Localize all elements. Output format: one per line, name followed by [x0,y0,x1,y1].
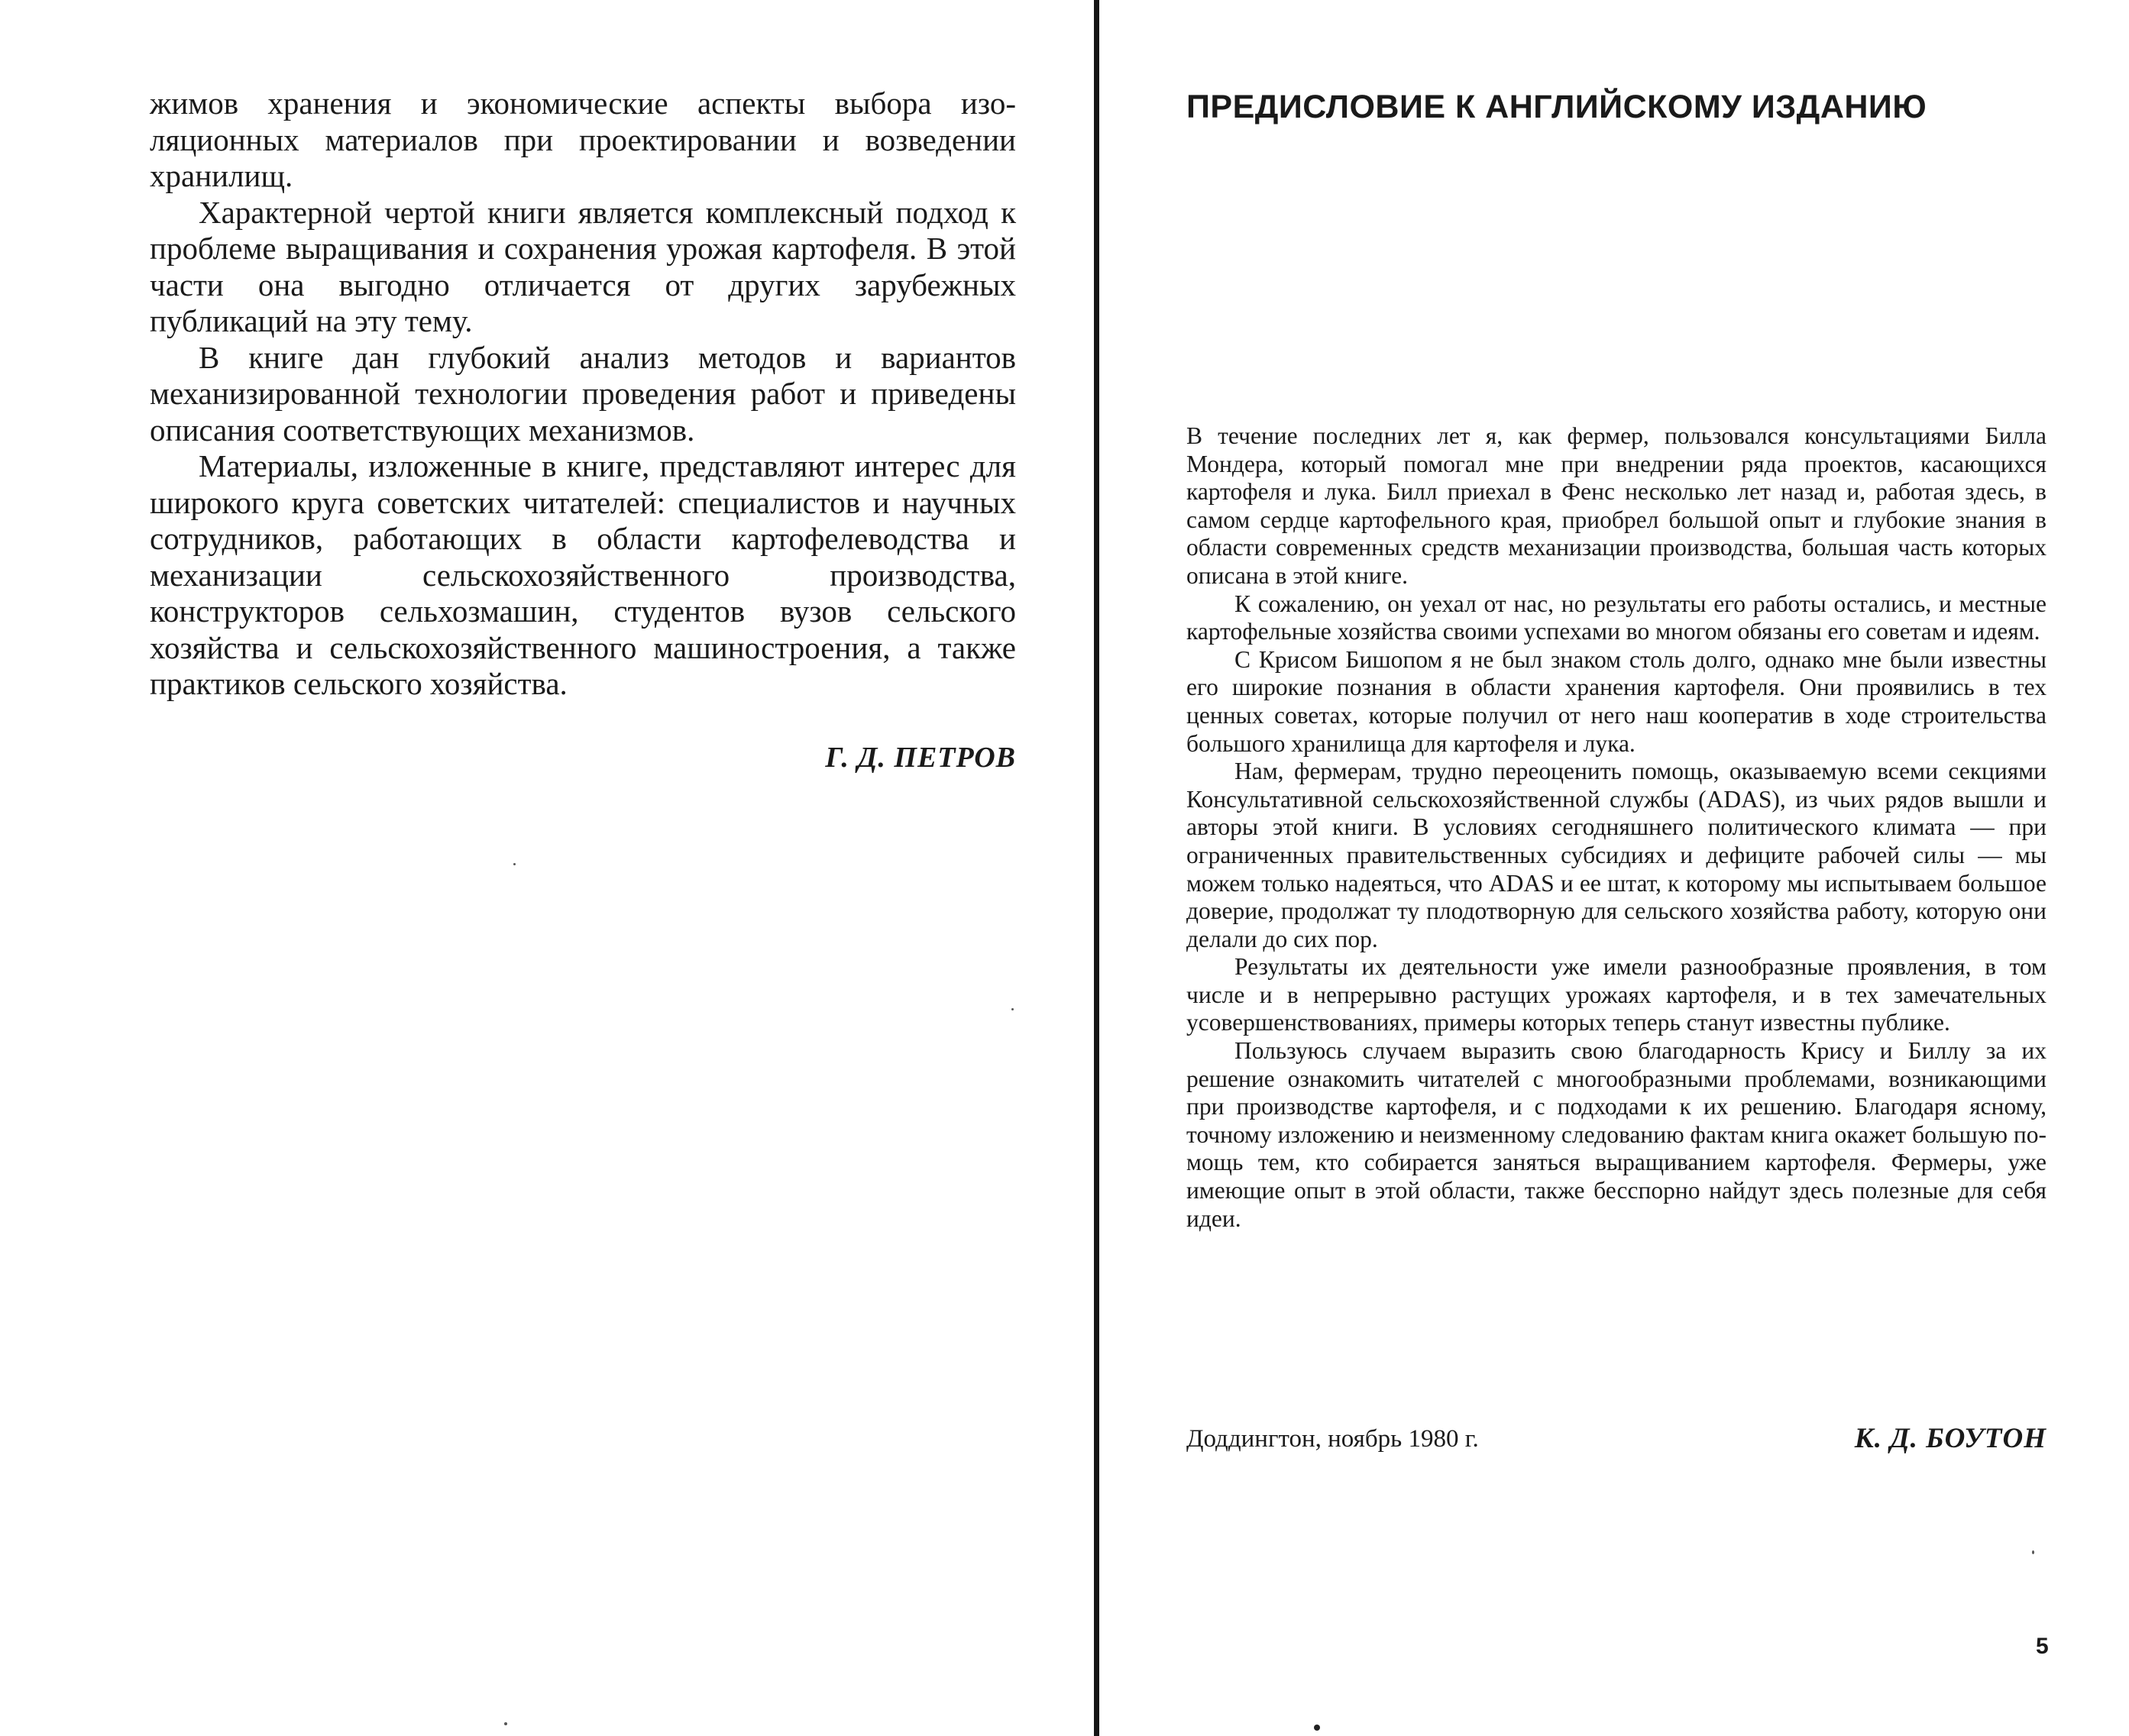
preface-footer [1186,1421,2046,1457]
left-paragraph-2: Характерной чертой книги является комплексный подход к проблеме выращивания и сохранения урожая картофеля. В этой части она выгодно отличается от других зарубежных публикаций на эту тему. [150,194,1016,338]
page-number: 5 [2036,1634,2049,1659]
right-paragraph-6: Пользуюсь случаем выразить свою благодарность Крису и Биллу за их решение ознакомить читателей с многообразными проблемами, возникающими при производстве картофеля, и с подходами к их решению. Благодаря ясному, точному изложению и неизменному следованию фактам книга окажет большую помощь тем, кто собирается заняться выращиванием картофеля. Фермеры, уже имеющие опыт в этой области, также бесспорно найдут здесь полезные для себя идеи. [1186,1037,2047,1232]
left-signature: Г. Д. ПЕТРОВ [825,742,1016,774]
scan-speck [513,863,516,865]
right-paragraph-3: С Крисом Бишопом я не был знаком столь долго, однако мне были известны его широкие познания в области хранения картофеля. Они проявились в тех ценных советах, которые получил от него наш кооператив в ходе строительства большого хранилища для картофеля и лука. [1186,645,2046,757]
book-spine-divider [1094,0,1099,1736]
right-signature: К. Д. БОУТОН [1854,1423,2046,1454]
right-paragraph-5: Результаты их деятельности уже имели разнообразные проявления, в том числе и в непрерывно растущих урожаях картофеля, и в тех замечательных усовершенствованиях, примеры которых теперь станут известны публике. [1186,953,2046,1036]
right-page-body [1186,422,2046,1233]
right-page [1100,0,2129,1736]
scan-speck [1314,1725,1320,1731]
left-page-body [150,86,1016,703]
scan-speck [1011,1008,1014,1010]
scan-speck [2032,1550,2034,1554]
left-paragraph-4: Материалы, изложенные в книге, представляют интерес для широкого круга советских читателей: специалистов и научных сотрудников, работающих в области картофелеводства и механизации сельскохозяйственного производства, конструкторов сельхозмашин, студентов вузов сельского хозяйства и сельскохозяйственного машиностроения, а также практиков сельского хозяйства. [150,448,1016,701]
right-paragraph-2: К сожалению, он уехал от нас, но результаты его работы остались, и местные картофельные хозяйства своими успехами во многом обязаны его советам и идеям. [1186,590,2046,645]
place-date: Доддингтон, ноябрь 1980 г. [1186,1425,1479,1453]
right-paragraph-1: В течение последних лет я, как фермер, пользовался консультациями Билла Мондера, который помогал мне при внедрении ряда проектов, касающихся картофеля и лука. Билл приехал в Фенс несколько лет назад и, работая здесь, в самом сердце картофельного края, приобрел большой опыт и глубокие знания в области современных средств механизации производства, большая часть которых описана в этой книге. [1186,422,2046,589]
right-paragraph-4: Нам, фермерам, трудно переоценить помощь, оказываемую всеми секциями Консультативной сельскохозяйственной службы (ADAS), из чьих рядов вышли и авторы этой книги. В условиях сегодняшнего политического климата — при ограниченных правительственных субсидиях и дефиците рабочей силы — мы можем только надеяться, что ADAS и ее штат, к которому мы испытываем большое доверие, продолжат ту плодотворную для сельского хозяйства работу, которую они делали до сих пор. [1186,758,2046,952]
page-title: ПРЕДИСЛОВИЕ К АНГЛИЙСКОМУ ИЗДАНИЮ [1186,89,1927,125]
left-paragraph-1: жимов хранения и экономические аспекты выбора изоляционных материалов при проектировании и возведении хранилищ. [150,86,1016,193]
left-paragraph-3: В книге дан глубокий анализ методов и вариантов механизированной технологии проведения работ и приведены описания соответствующих механизмов. [150,339,1016,448]
scan-speck [504,1722,507,1725]
